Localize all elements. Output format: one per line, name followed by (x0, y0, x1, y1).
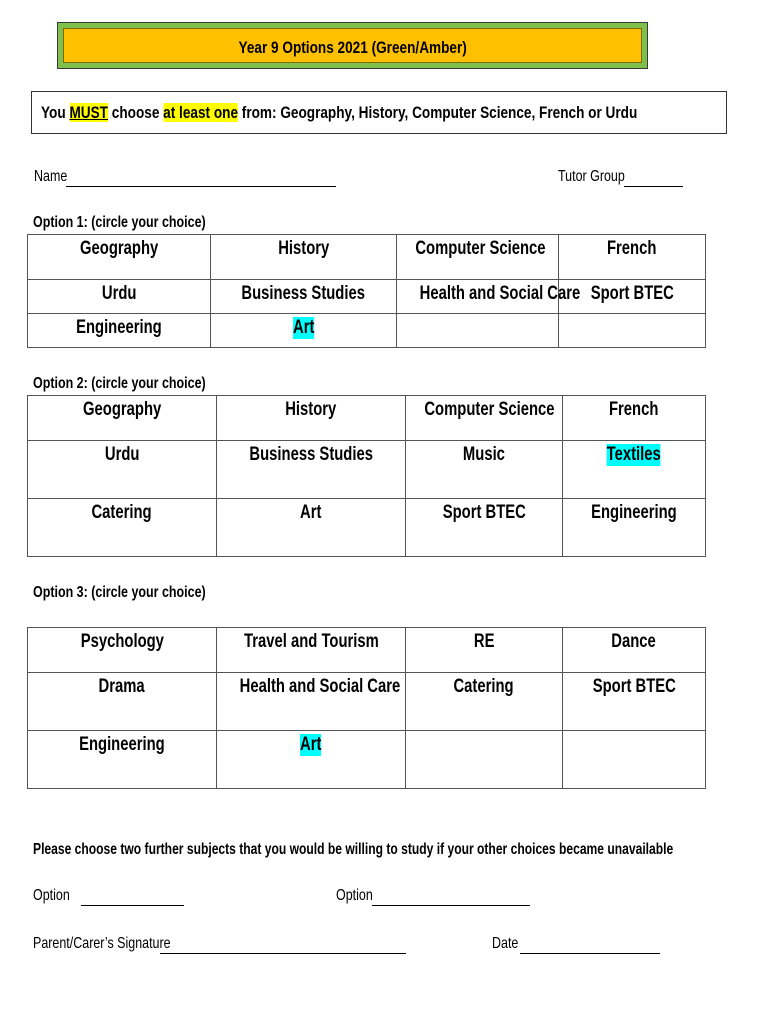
option1-cell[interactable]: Health and Social Care (397, 280, 559, 314)
option1-cell[interactable]: Computer Science (397, 235, 559, 280)
option3-cell[interactable] (406, 731, 563, 789)
option1-cell[interactable]: Art (211, 314, 397, 348)
option2-cell[interactable]: Sport BTEC (406, 499, 563, 557)
further-choices-instruction: Please choose two further subjects that you would be willing to study if your other choices became unavailable (33, 841, 674, 858)
option2-cell[interactable]: Textiles (563, 441, 706, 499)
title-banner-inner (63, 28, 642, 63)
name-label: Name (34, 168, 68, 185)
tutor-group-label: Tutor Group (558, 168, 625, 185)
must-highlight: MUST (69, 103, 108, 122)
option2-cell[interactable]: Engineering (563, 499, 706, 557)
option1-cell[interactable] (559, 314, 706, 348)
option2-cell[interactable]: Catering (28, 499, 217, 557)
date-label: Date (492, 935, 519, 952)
option1-cell[interactable]: Engineering (28, 314, 211, 348)
option1-heading: Option 1: (circle your choice) (33, 214, 206, 231)
option3-cell[interactable]: Health and Social Care (217, 673, 406, 731)
option2-cell[interactable]: Business Studies (217, 441, 406, 499)
option1-cell[interactable]: Sport BTEC (559, 280, 706, 314)
page-title: Year 9 Options 2021 (Green/Amber) (238, 38, 467, 57)
option3-cell[interactable] (563, 731, 706, 789)
name-field[interactable] (66, 186, 336, 187)
option2-cell[interactable]: Computer Science (406, 396, 563, 441)
option2-table (27, 395, 706, 557)
title-banner (57, 22, 648, 69)
option-a-field[interactable] (81, 905, 184, 906)
at-least-one-highlight: at least one (163, 103, 239, 122)
option2-cell[interactable]: Art (217, 499, 406, 557)
option1-cell[interactable]: Urdu (28, 280, 211, 314)
tutor-group-field[interactable] (624, 186, 683, 187)
requirement-box (31, 91, 727, 134)
requirement-text: You MUST choose at least one from: Geography, History, Computer Science, French or Urdu (41, 103, 638, 122)
option3-table (27, 627, 706, 789)
option3-cell[interactable]: Drama (28, 673, 217, 731)
option3-cell[interactable]: Psychology (28, 628, 217, 673)
option2-cell[interactable]: Geography (28, 396, 217, 441)
option3-cell[interactable]: Art (217, 731, 406, 789)
option1-table (27, 234, 706, 348)
signature-field[interactable] (160, 953, 406, 954)
option3-cell[interactable]: Dance (563, 628, 706, 673)
option2-cell[interactable]: Music (406, 441, 563, 499)
option1-cell[interactable]: Geography (28, 235, 211, 280)
date-field[interactable] (520, 953, 660, 954)
option2-cell[interactable]: French (563, 396, 706, 441)
option1-cell[interactable]: Business Studies (211, 280, 397, 314)
option-a-label: Option (33, 887, 70, 904)
option1-cell[interactable] (397, 314, 559, 348)
signature-label: Parent/Carer’s Signature (33, 935, 171, 952)
option1-cell[interactable]: French (559, 235, 706, 280)
option3-cell[interactable]: Sport BTEC (563, 673, 706, 731)
option-b-field[interactable] (372, 905, 530, 906)
option1-cell[interactable]: History (211, 235, 397, 280)
option3-cell[interactable]: RE (406, 628, 563, 673)
option3-cell[interactable]: Engineering (28, 731, 217, 789)
option3-heading: Option 3: (circle your choice) (33, 584, 206, 601)
option3-cell[interactable]: Travel and Tourism (217, 628, 406, 673)
option-b-label: Option (336, 887, 373, 904)
option2-cell[interactable]: History (217, 396, 406, 441)
option2-cell[interactable]: Urdu (28, 441, 217, 499)
option2-heading: Option 2: (circle your choice) (33, 375, 206, 392)
option3-cell[interactable]: Catering (406, 673, 563, 731)
